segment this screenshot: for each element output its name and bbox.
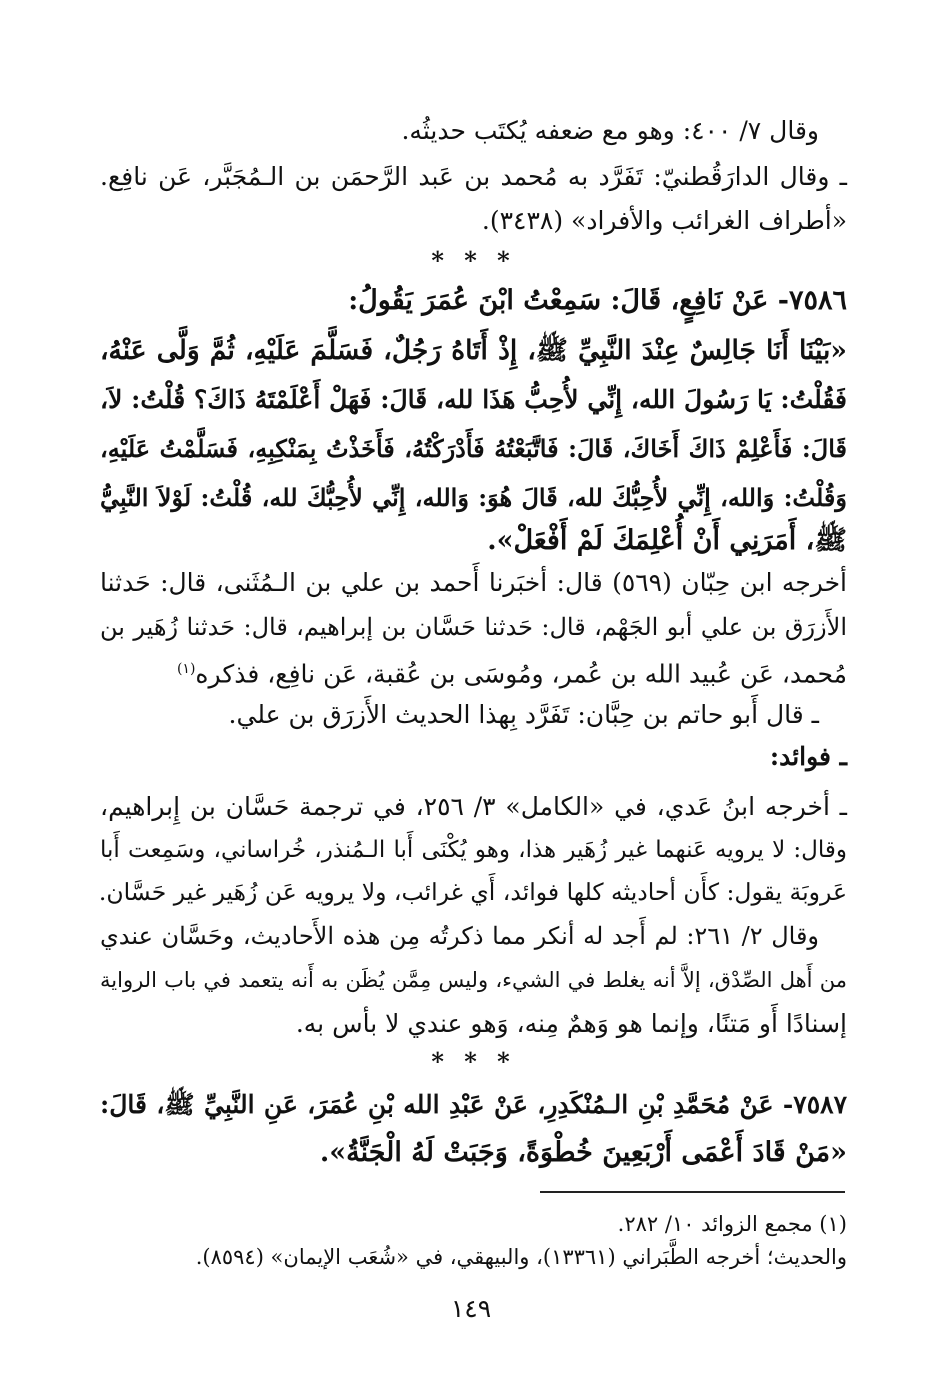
footnote-marker: (١) [176,661,196,677]
text-line [100,652,847,689]
section-separator: * * * [431,1047,516,1076]
footnote-line: (١) مجمع الزوائد ١٠/ ٢٨٢. [617,1212,847,1236]
section-heading: ـ فوائد: [769,742,847,771]
text-line: وقال ٧/ ٤٠٠: وهو مع ضعفه يُكتَب حديثُه. [401,116,819,145]
footnote-divider [540,1191,845,1193]
text-line: ـ أخرجه ابنُ عَدي، في «الكامل» ٣/ ٢٥٦، في ترجمة حَسَّان بن إِبراهيم، [100,792,848,821]
hadith-text-line: «بَيْنَا أَنَا جَالِسٌ عِنْدَ النَّبِيِّ ﷺ، إِذْ أَتَاهُ رَجُلٌ، فَسَلَّمَ عَلَيْهِ، ثُمَّ وَلَّى عَنْهُ، [100,335,847,366]
hadith-text-line: ﷺ، أَمَرَنِي أَنْ أُعْلِمَكَ لَمْ أَفْعَلْ». [487,525,847,556]
text-line: وقال: لا يرويه عَنهما غير زُهَير هذا، وهو يُكْنَى أَبا الـمُنذر، خُراساني، وسَمِعت أَبا [100,837,847,863]
hadith-heading: ٧٥٨٧- عَنْ مُحَمَّدِ بْنِ الـمُنْكَدِرِ، عَنْ عَبْدِ الله بْنِ عُمَرَ، عَنِ النَّبِيِّ ﷺ، قَالَ: [100,1090,847,1119]
text-line: الأَزرَق بن علي أبو الجَهْم، قال: حَدثنا حَسَّان بن إبراهيم، قال: حَدثنا زُهَير بن [100,613,847,641]
text-span: مُحمد، عَن عُبيد الله بن عُمر، ومُوسَى بن عُقبة، عَن نافِع، فذكره [195,659,847,689]
text-line: من أَهل الصِّدْق، إلاَّ أنه يغلط في الشيء، وليس مِمَّن يُظَن به أَنه يتعمد في باب الرواية [100,968,847,992]
text-line: «أطراف الغرائب والأفراد» (٣٤٣٨). [481,206,847,235]
page-number: ١٤٩ [450,1294,492,1323]
hadith-text-line: قَالَ: فَأَعْلِمْ ذَاكَ أَخَاكَ، قَالَ: فَاتَّبَعْتُهُ فَأَدْرَكْتُهُ، فَأَخَذْتُ بِمَنْكِبِهِ، فَسَلَّمْتُ عَلَيْهِ، [100,434,847,463]
section-separator: * * * [431,246,516,275]
hadith-text-line: «مَنْ قَادَ أَعْمَى أَرْبَعِينَ خُطْوَةً، وَجَبَتْ لَهُ الْجَنَّةُ». [319,1137,847,1168]
hadith-heading: ٧٥٨٦- عَنْ نَافِعٍ، قَالَ: سَمِعْتُ ابْنَ عُمَرَ يَقُولُ: [348,285,847,316]
footnote-line: والحديث؛ أخرجه الطَّبَراني (١٣٣٦١)، والبيهقي، في «شُعَب الإيمان» (٨٥٩٤). [195,1245,847,1269]
text-line: ـ وقال الدارَقُطنيّ: تَفَرَّد به مُحمد بن عَبد الرَّحمَن بن الـمُجَبَّر، عَن نافِع. [100,162,847,191]
main-text [100,0,847,1300]
text-line: وقال ٢/ ٢٦١: لم أَجد له أنكر مما ذكرتُه مِن هذه الأَحاديث، وحَسَّان عندي [100,922,820,950]
hadith-text-line: فَقُلْتُ: يَا رَسُولَ الله، إِنِّي لأُحِبُّ هَذَا لله، قَالَ: فَهَلْ أَعْلَمْتَهُ ذَاكَ؟ قُلْتُ: لاَ، [100,385,847,414]
text-line: إسنادًا أَو مَتنًا، وإنما هو وَهمٌ مِنه، وَهو عندي لا بأس به. [295,1009,847,1038]
hadith-text-line: وَقُلْتُ: وَالله، إِنِّي لأُحِبُّكَ لله، قَالَ هُوَ: وَالله، إِنِّي لأُحِبُّكَ لله، قُلْتُ: لَوْلاَ النَّبِيُّ [100,483,847,512]
text-line: أخرجه ابن حِبّان (٥٦٩) قال: أخبَرنا أَحمد بن علي بن الـمُثَنى، قال: حَدثنا [100,568,847,597]
text-line: ـ قال أَبو حاتم بن حِبَّان: تَفَرَّد بِهذا الحديث الأَزرَق بن علي. [228,700,819,729]
text-line: عَروبَة يقول: كأَن أحاديثه كلها فوائد، أَي غرائب، ولا يرويه عَن زُهَير غير حَسَّان. [98,878,847,906]
